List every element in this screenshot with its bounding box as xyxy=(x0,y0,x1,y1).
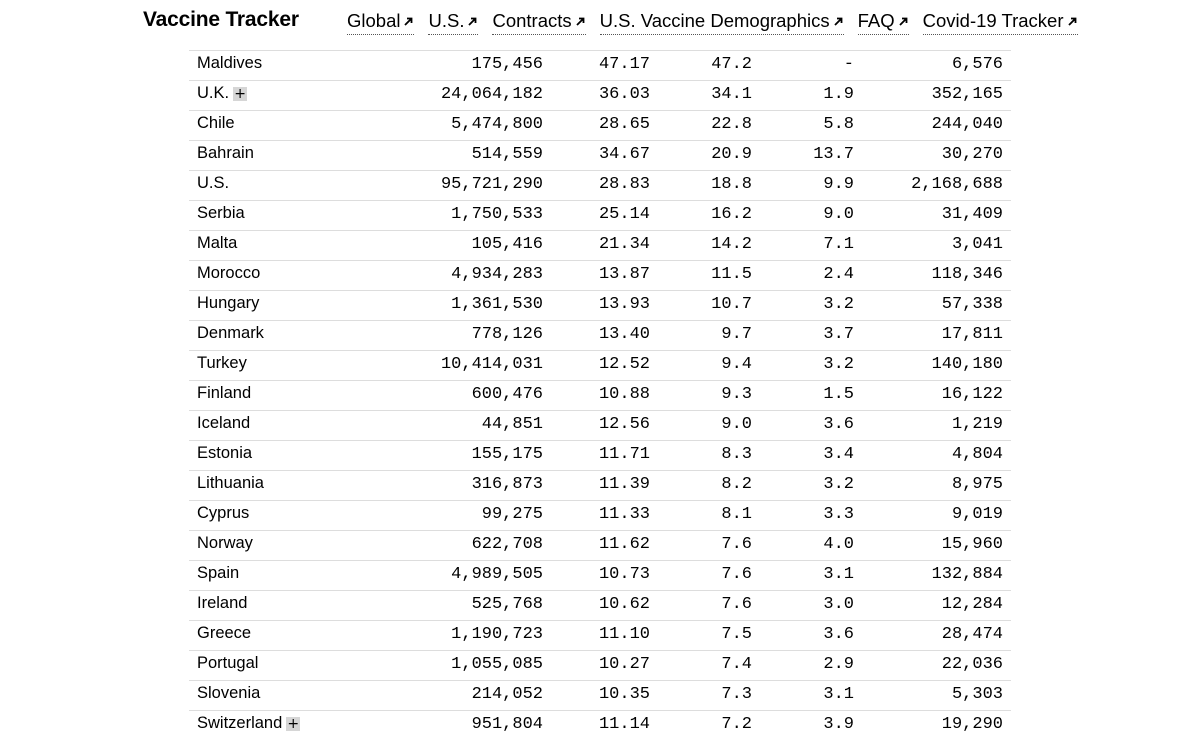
country-name xyxy=(197,414,250,433)
table-row xyxy=(189,320,1011,350)
doses-administered-cell: 105,416 xyxy=(471,235,543,254)
doses-per-100-cell: 11.10 xyxy=(598,625,650,644)
percent-vaccinated-cell: 34.1 xyxy=(711,85,752,104)
country-label: Maldives xyxy=(197,54,263,72)
doses-administered-cell: 951,804 xyxy=(471,715,543,734)
rate-cell: 3.4 xyxy=(823,445,854,464)
arrow-up-right-icon xyxy=(575,16,586,27)
nav-links xyxy=(347,10,1078,35)
country-name xyxy=(197,324,264,343)
nav-link-label: U.S. xyxy=(428,10,465,31)
nav-link-faq[interactable] xyxy=(858,10,909,35)
rate-cell: 3.2 xyxy=(823,355,854,374)
doses-per-100-cell: 11.62 xyxy=(598,535,650,554)
country-name xyxy=(197,624,251,643)
country-name xyxy=(197,564,239,583)
table-row xyxy=(189,80,1011,110)
table-row xyxy=(189,470,1011,500)
percent-vaccinated-cell: 7.6 xyxy=(721,595,752,614)
total-count-cell: 16,122 xyxy=(941,385,1003,404)
total-count-cell: 5,303 xyxy=(951,685,1003,704)
doses-per-100-cell: 11.71 xyxy=(598,445,650,464)
rate-cell: 3.1 xyxy=(823,685,854,704)
rate-cell: 3.9 xyxy=(823,715,854,734)
country-label: Serbia xyxy=(197,204,245,222)
doses-per-100-cell: 28.83 xyxy=(598,175,650,194)
country-label: Hungary xyxy=(197,294,260,312)
doses-per-100-cell: 13.87 xyxy=(598,265,650,284)
percent-vaccinated-cell: 16.2 xyxy=(711,205,752,224)
doses-administered-cell: 316,873 xyxy=(471,475,543,494)
nav-link-us[interactable] xyxy=(428,10,478,35)
country-name xyxy=(197,54,262,73)
total-count-cell: 15,960 xyxy=(941,535,1003,554)
table-row xyxy=(189,140,1011,170)
expand-plus-icon[interactable]: + xyxy=(234,85,246,102)
country-name xyxy=(197,684,260,703)
table-row xyxy=(189,260,1011,290)
total-count-cell: 6,576 xyxy=(951,55,1003,74)
country-label: Malta xyxy=(197,234,238,252)
doses-per-100-cell: 10.35 xyxy=(598,685,650,704)
doses-per-100-cell: 10.62 xyxy=(598,595,650,614)
doses-administered-cell: 24,064,182 xyxy=(440,85,543,104)
percent-vaccinated-cell: 8.2 xyxy=(721,475,752,494)
country-label: Spain xyxy=(197,564,240,582)
percent-vaccinated-cell: 9.3 xyxy=(721,385,752,404)
percent-vaccinated-cell: 8.1 xyxy=(721,505,752,524)
rate-cell: 9.9 xyxy=(823,175,854,194)
country-name xyxy=(197,84,247,103)
table-row xyxy=(189,650,1011,680)
table-row xyxy=(189,230,1011,260)
country-label: Iceland xyxy=(197,414,251,432)
table-row xyxy=(189,590,1011,620)
rate-cell: 13.7 xyxy=(813,145,854,164)
percent-vaccinated-cell: 7.5 xyxy=(721,625,752,644)
rate-cell: 9.0 xyxy=(823,205,854,224)
top-navigation-bar xyxy=(0,0,1200,46)
rate-cell: - xyxy=(843,55,854,74)
country-label: Chile xyxy=(197,114,235,132)
total-count-cell: 8,975 xyxy=(951,475,1003,494)
country-label: Morocco xyxy=(197,264,261,282)
total-count-cell: 28,474 xyxy=(941,625,1003,644)
doses-per-100-cell: 11.33 xyxy=(598,505,650,524)
percent-vaccinated-cell: 20.9 xyxy=(711,145,752,164)
percent-vaccinated-cell: 11.5 xyxy=(711,265,752,284)
doses-administered-cell: 99,275 xyxy=(481,505,543,524)
doses-administered-cell: 4,934,283 xyxy=(451,265,543,284)
doses-administered-cell: 5,474,800 xyxy=(451,115,543,134)
country-label: U.S. xyxy=(197,174,230,192)
country-name xyxy=(197,144,254,163)
rate-cell: 3.2 xyxy=(823,295,854,314)
doses-administered-cell: 525,768 xyxy=(471,595,543,614)
country-label: Bahrain xyxy=(197,144,254,162)
country-label: U.K. xyxy=(197,84,230,102)
country-name xyxy=(197,384,251,403)
total-count-cell: 2,168,688 xyxy=(911,175,1003,194)
country-name xyxy=(197,714,300,733)
rate-cell: 3.1 xyxy=(823,565,854,584)
doses-administered-cell: 44,851 xyxy=(481,415,543,434)
country-name xyxy=(197,264,260,283)
percent-vaccinated-cell: 7.2 xyxy=(721,715,752,734)
country-name xyxy=(197,234,237,253)
total-count-cell: 352,165 xyxy=(931,85,1003,104)
doses-administered-cell: 4,989,505 xyxy=(451,565,543,584)
country-label: Norway xyxy=(197,534,253,552)
doses-administered-cell: 514,559 xyxy=(471,145,543,164)
country-label: Greece xyxy=(197,624,252,642)
percent-vaccinated-cell: 9.4 xyxy=(721,355,752,374)
rate-cell: 3.6 xyxy=(823,625,854,644)
nav-link-contracts[interactable] xyxy=(492,10,585,35)
doses-per-100-cell: 13.40 xyxy=(598,325,650,344)
table-row xyxy=(189,200,1011,230)
percent-vaccinated-cell: 7.3 xyxy=(721,685,752,704)
percent-vaccinated-cell: 10.7 xyxy=(711,295,752,314)
doses-administered-cell: 214,052 xyxy=(471,685,543,704)
country-label: Lithuania xyxy=(197,474,264,492)
doses-per-100-cell: 13.93 xyxy=(598,295,650,314)
percent-vaccinated-cell: 7.4 xyxy=(721,655,752,674)
doses-administered-cell: 1,750,533 xyxy=(451,205,543,224)
percent-vaccinated-cell: 18.8 xyxy=(711,175,752,194)
country-label: Turkey xyxy=(197,354,247,372)
rate-cell: 3.0 xyxy=(823,595,854,614)
country-label: Slovenia xyxy=(197,684,261,702)
total-count-cell: 4,804 xyxy=(951,445,1003,464)
percent-vaccinated-cell: 8.3 xyxy=(721,445,752,464)
doses-per-100-cell: 12.52 xyxy=(598,355,650,374)
doses-administered-cell: 1,190,723 xyxy=(451,625,543,644)
arrow-up-right-icon xyxy=(467,16,478,27)
percent-vaccinated-cell: 14.2 xyxy=(711,235,752,254)
country-label: Estonia xyxy=(197,444,253,462)
country-label: Portugal xyxy=(197,654,259,672)
arrow-up-right-icon xyxy=(833,16,844,27)
arrow-up-right-icon xyxy=(1067,16,1078,27)
doses-per-100-cell: 11.14 xyxy=(598,715,650,734)
rate-cell: 1.5 xyxy=(823,385,854,404)
total-count-cell: 3,041 xyxy=(951,235,1003,254)
table-row xyxy=(189,560,1011,590)
total-count-cell: 244,040 xyxy=(931,115,1003,134)
nav-link-us-vaccine-demographics[interactable] xyxy=(600,10,844,35)
rate-cell: 3.6 xyxy=(823,415,854,434)
country-name xyxy=(197,204,245,223)
nav-link-global[interactable] xyxy=(347,10,414,35)
doses-administered-cell: 175,456 xyxy=(471,55,543,74)
table-row xyxy=(189,440,1011,470)
arrow-up-right-icon xyxy=(898,16,909,27)
site-title[interactable]: Vaccine Tracker xyxy=(143,8,299,31)
doses-per-100-cell: 36.03 xyxy=(598,85,650,104)
expand-plus-icon[interactable]: + xyxy=(287,715,300,732)
country-name xyxy=(197,354,247,373)
doses-per-100-cell: 10.88 xyxy=(598,385,650,404)
table-row xyxy=(189,50,1011,80)
doses-administered-cell: 600,476 xyxy=(471,385,543,404)
doses-per-100-cell: 25.14 xyxy=(598,205,650,224)
doses-administered-cell: 1,361,530 xyxy=(451,295,543,314)
table-row xyxy=(189,680,1011,710)
table-row xyxy=(189,530,1011,560)
total-count-cell: 30,270 xyxy=(941,145,1003,164)
nav-link-label: Covid-19 Tracker xyxy=(922,10,1064,31)
country-name xyxy=(197,294,259,313)
country-name xyxy=(197,114,235,133)
nav-link-label: U.S. Vaccine Demographics xyxy=(599,10,830,31)
total-count-cell: 1,219 xyxy=(951,415,1003,434)
doses-per-100-cell: 28.65 xyxy=(598,115,650,134)
country-name xyxy=(197,174,229,193)
total-count-cell: 17,811 xyxy=(941,325,1003,344)
country-name xyxy=(197,534,253,553)
country-name xyxy=(197,504,249,523)
doses-per-100-cell: 47.17 xyxy=(598,55,650,74)
table-row xyxy=(189,620,1011,650)
doses-administered-cell: 10,414,031 xyxy=(440,355,543,374)
rate-cell: 5.8 xyxy=(823,115,854,134)
country-label: Ireland xyxy=(197,594,248,612)
doses-per-100-cell: 10.27 xyxy=(598,655,650,674)
nav-link-covid-19-tracker[interactable] xyxy=(923,10,1078,35)
total-count-cell: 118,346 xyxy=(931,265,1003,284)
table-row xyxy=(189,290,1011,320)
country-name xyxy=(197,474,264,493)
total-count-cell: 57,338 xyxy=(941,295,1003,314)
percent-vaccinated-cell: 7.6 xyxy=(721,535,752,554)
nav-link-label: FAQ xyxy=(857,10,895,31)
total-count-cell: 22,036 xyxy=(941,655,1003,674)
arrow-up-right-icon xyxy=(403,16,414,27)
country-name xyxy=(197,654,258,673)
rate-cell: 3.7 xyxy=(823,325,854,344)
percent-vaccinated-cell: 9.7 xyxy=(721,325,752,344)
doses-per-100-cell: 34.67 xyxy=(598,145,650,164)
nav-link-label: Global xyxy=(347,10,401,31)
total-count-cell: 19,290 xyxy=(941,715,1003,734)
table-row xyxy=(189,170,1011,200)
doses-administered-cell: 622,708 xyxy=(471,535,543,554)
rate-cell: 3.3 xyxy=(823,505,854,524)
doses-per-100-cell: 21.34 xyxy=(598,235,650,254)
table-row xyxy=(189,380,1011,410)
rate-cell: 2.4 xyxy=(823,265,854,284)
country-label: Switzerland xyxy=(197,714,283,732)
vaccination-table xyxy=(189,50,1011,740)
rate-cell: 3.2 xyxy=(823,475,854,494)
table-row xyxy=(189,350,1011,380)
table-row xyxy=(189,110,1011,140)
rate-cell: 4.0 xyxy=(823,535,854,554)
country-label: Cyprus xyxy=(197,504,250,522)
total-count-cell: 9,019 xyxy=(951,505,1003,524)
rate-cell: 7.1 xyxy=(823,235,854,254)
rate-cell: 2.9 xyxy=(823,655,854,674)
doses-administered-cell: 1,055,085 xyxy=(451,655,543,674)
doses-per-100-cell: 12.56 xyxy=(598,415,650,434)
doses-administered-cell: 778,126 xyxy=(471,325,543,344)
percent-vaccinated-cell: 7.6 xyxy=(721,565,752,584)
total-count-cell: 31,409 xyxy=(941,205,1003,224)
country-label: Denmark xyxy=(197,324,264,342)
doses-administered-cell: 95,721,290 xyxy=(440,175,543,194)
total-count-cell: 132,884 xyxy=(931,565,1003,584)
table-row xyxy=(189,500,1011,530)
doses-per-100-cell: 11.39 xyxy=(598,475,650,494)
rate-cell: 1.9 xyxy=(823,85,854,104)
percent-vaccinated-cell: 47.2 xyxy=(711,55,752,74)
percent-vaccinated-cell: 9.0 xyxy=(721,415,752,434)
nav-link-label: Contracts xyxy=(492,10,572,31)
country-label: Finland xyxy=(197,384,252,402)
percent-vaccinated-cell: 22.8 xyxy=(711,115,752,134)
doses-administered-cell: 155,175 xyxy=(471,445,543,464)
total-count-cell: 12,284 xyxy=(941,595,1003,614)
country-name xyxy=(197,444,252,463)
doses-per-100-cell: 10.73 xyxy=(598,565,650,584)
total-count-cell: 140,180 xyxy=(931,355,1003,374)
table-row xyxy=(189,710,1011,740)
table-row xyxy=(189,410,1011,440)
country-name xyxy=(197,594,247,613)
